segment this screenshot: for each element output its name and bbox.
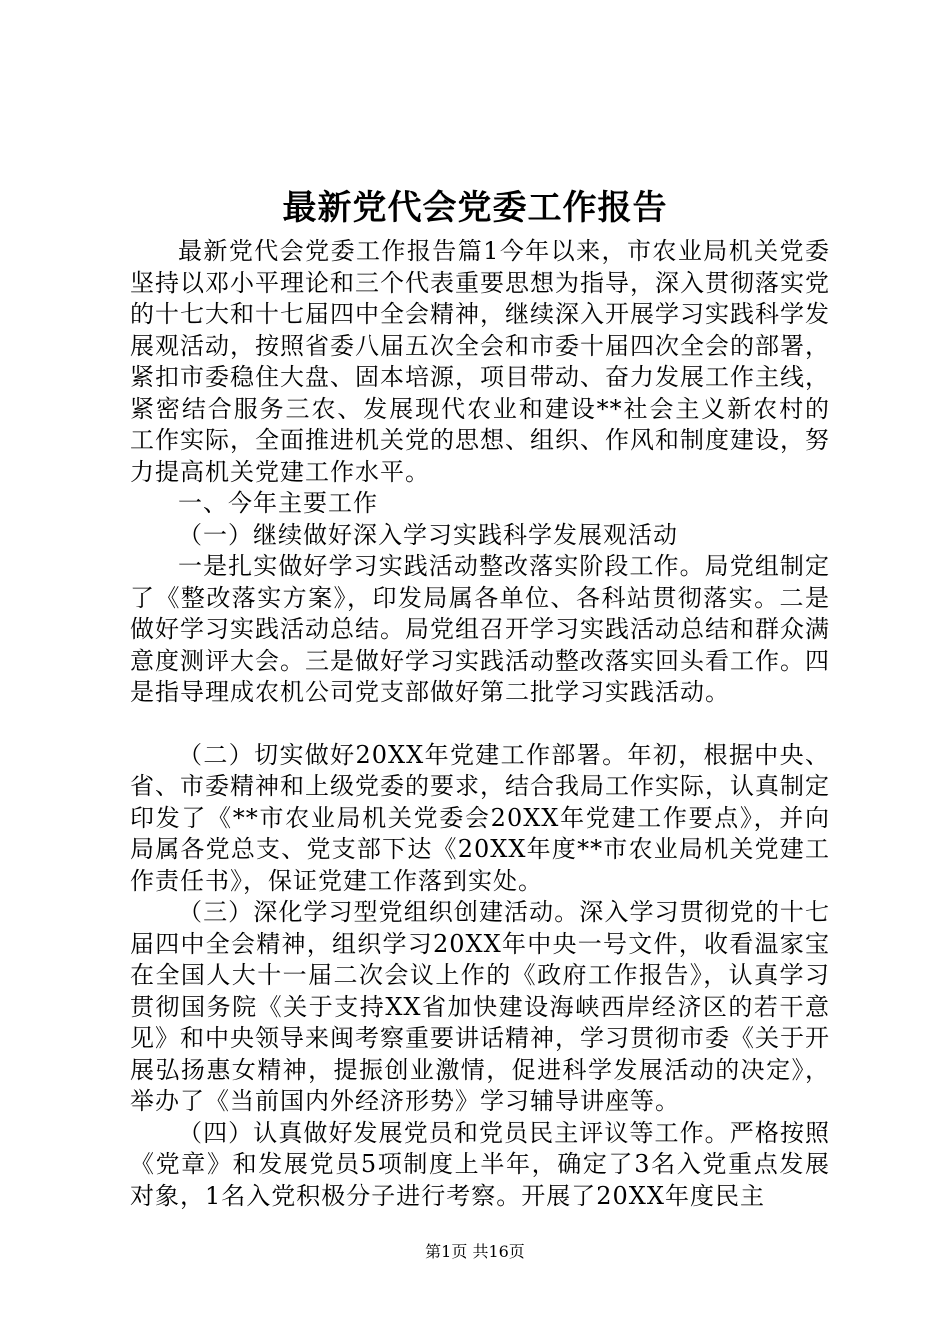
page-footer: 第1页 共16页 [425, 1242, 525, 1261]
paragraph-intro: 最新党代会党委工作报告篇1今年以来，市农业局机关党委坚持以邓小平理论和三个代表重要思想为指导，深入贯彻落实党的十七大和十七届四中全会精神，继续深入开展学习实践科学发展观活动，按照省委八届五次全会和市委十届四次全会的部署，紧扣市委稳住大盘、固本培源，项目带动、奋力发展工作主线，紧密结合服务三农、发展现代农业和建设**社会主义新农村的工作实际，全面推进机关党的思想、组织、作风和制度建设，努力提高机关党建工作水平。 [130, 237, 830, 486]
document-body [130, 236, 830, 1212]
subsection-heading: （一）继续做好深入学习实践科学发展观活动 [178, 520, 678, 549]
document-title: 最新党代会党委工作报告 [282, 188, 668, 228]
paragraph-1: 一是扎实做好学习实践活动整改落实阶段工作。局党组制定了《整改落实方案》，印发局属各单位、各科站贯彻落实。二是做好学习实践活动总结。局党组召开学习实践活动总结和群众满意度测评大会。三是做好学习实践活动整改落实回头看工作。四是指导理成农机公司党支部做好第二批学习实践活动。 [130, 552, 830, 706]
paragraph-3: （三）深化学习型党组织创建活动。深入学习贯彻党的十七届四中全会精神，组织学习20XX年中央一号文件，收看温家宝在全国人大十一届二次会议上作的《政府工作报告》，认真学习贯彻国务院《关于支持XX省加快建设海峡西岸经济区的若干意见》和中央领导来闽考察重要讲话精神，学习贯彻市委《关于开展弘扬惠女精神，提振创业激情，促进科学发展活动的决定》，举办了《当前国内外经济形势》学习辅导讲座等。 [130, 898, 830, 1115]
paragraph-2: （二）切实做好20XX年党建工作部署。年初，根据中央、省、市委精神和上级党委的要求，结合我局工作实际，认真制定印发了《**市农业局机关党委会20XX年党建工作要点》，并向局属各党总支、党支部下达《20XX年度**市农业局机关党建工作责任书》，保证党建工作落到实处。 [130, 740, 830, 895]
section-heading: 一、今年主要工作 [178, 489, 378, 517]
paragraph-4: （四）认真做好发展党员和党员民主评议等工作。严格按照《党章》和发展党员5项制度上半年，确定了3名入党重点发展对象，1名入党积极分子进行考察。开展了20XX年度民主 [130, 1118, 830, 1210]
